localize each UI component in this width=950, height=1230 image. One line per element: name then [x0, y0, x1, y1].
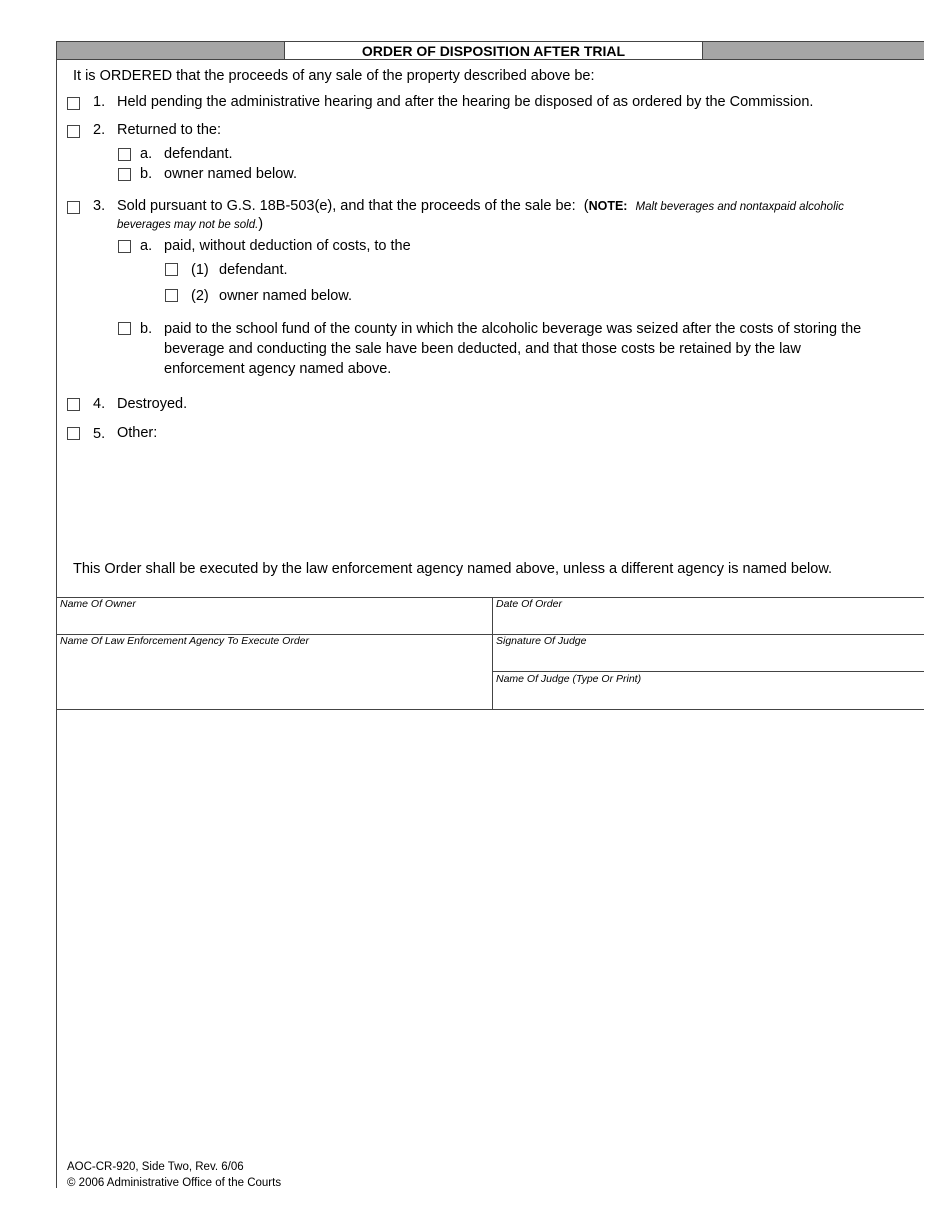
note-open-paren: ( [583, 198, 589, 214]
note-text-1: Malt beverages and nontaxpaid alcoholic [635, 201, 844, 213]
item-3b-letter: b. [140, 321, 153, 337]
item-3b-line3: enforcement agency named above. [164, 361, 392, 377]
signature-label: Signature Of Judge [496, 635, 587, 647]
item-2-number: 2. [93, 122, 106, 138]
item-3-line2 [117, 214, 263, 235]
item-2a-text: defendant. [164, 146, 233, 162]
item-3a1-checkbox[interactable] [165, 263, 178, 276]
item-1-number: 1. [93, 94, 106, 110]
item-3b-checkbox[interactable] [118, 322, 131, 335]
item-3a-letter: a. [140, 238, 153, 254]
item-1-text: Held pending the administrative hearing and after the hearing be disposed of as ordered by the Commission. [117, 94, 814, 110]
item-3a2-text: owner named below. [219, 288, 352, 304]
item-5-checkbox[interactable] [67, 427, 80, 440]
item-3b-line1: paid to the school fund of the county in which the alcoholic beverage was seized after the costs of storing the [164, 321, 862, 337]
note-close-paren: ) [258, 216, 264, 232]
section-title: ORDER OF DISPOSITION AFTER TRIAL [361, 43, 626, 59]
signature-field[interactable] [493, 650, 923, 670]
item-2a-checkbox[interactable] [118, 148, 131, 161]
item-3b-line2: beverage and conducting the sale have been deducted, and that those costs be retained by the law [164, 341, 801, 357]
item-3a2-checkbox[interactable] [165, 289, 178, 302]
note-text-2: beverages may not be sold. [117, 219, 259, 231]
item-3a-text: paid, without deduction of costs, to the [164, 238, 411, 254]
item-3-number: 3. [93, 198, 106, 214]
form-id: AOC-CR-920, Side Two, Rev. 6/06 [67, 1161, 244, 1173]
item-4-checkbox[interactable] [67, 398, 80, 411]
header-shade-right [702, 42, 924, 59]
item-2b-letter: b. [140, 166, 153, 182]
agency-field[interactable] [57, 650, 491, 708]
fields-bottom-rule [56, 709, 924, 710]
section-header [56, 41, 924, 60]
item-4-text: Destroyed. [117, 396, 188, 412]
item-3a1-number: (1) [191, 262, 209, 278]
item-3a-checkbox[interactable] [118, 240, 131, 253]
item-1-checkbox[interactable] [67, 97, 80, 110]
item-3-checkbox[interactable] [67, 201, 80, 214]
execution-note: This Order shall be executed by the law enforcement agency named above, unless a different agency is named below. [73, 561, 833, 577]
item-2b-text: owner named below. [164, 166, 297, 182]
item-5-number: 5. [93, 426, 106, 442]
note-label: NOTE: [588, 199, 628, 213]
judge-name-field[interactable] [493, 688, 923, 708]
copyright: © 2006 Administrative Office of the Courts [67, 1177, 282, 1189]
owner-label: Name Of Owner [60, 598, 136, 610]
item-2a-letter: a. [140, 146, 153, 162]
item-2-text: Returned to the: [117, 122, 221, 138]
date-label: Date Of Order [496, 598, 562, 610]
intro-text: It is ORDERED that the proceeds of any sale of the property described above be: [73, 68, 595, 84]
item-2b-checkbox[interactable] [118, 168, 131, 181]
judge-name-label: Name Of Judge (Type Or Print) [496, 673, 642, 685]
fields-row2-rule [492, 671, 924, 672]
date-field[interactable] [493, 612, 923, 633]
item-2-checkbox[interactable] [67, 125, 80, 138]
item-5-text: Other: [117, 425, 158, 441]
owner-field[interactable] [57, 612, 491, 633]
item-4-number: 4. [93, 396, 106, 412]
item-3a2-number: (2) [191, 288, 209, 304]
fields-top-rule [56, 597, 924, 598]
item-3-text: Sold pursuant to G.S. 18B-503(e), and that the proceeds of the sale be: [117, 198, 576, 214]
header-shade-left [57, 42, 285, 59]
item-3a1-text: defendant. [219, 262, 288, 278]
agency-label: Name Of Law Enforcement Agency To Execute Order [60, 635, 310, 647]
